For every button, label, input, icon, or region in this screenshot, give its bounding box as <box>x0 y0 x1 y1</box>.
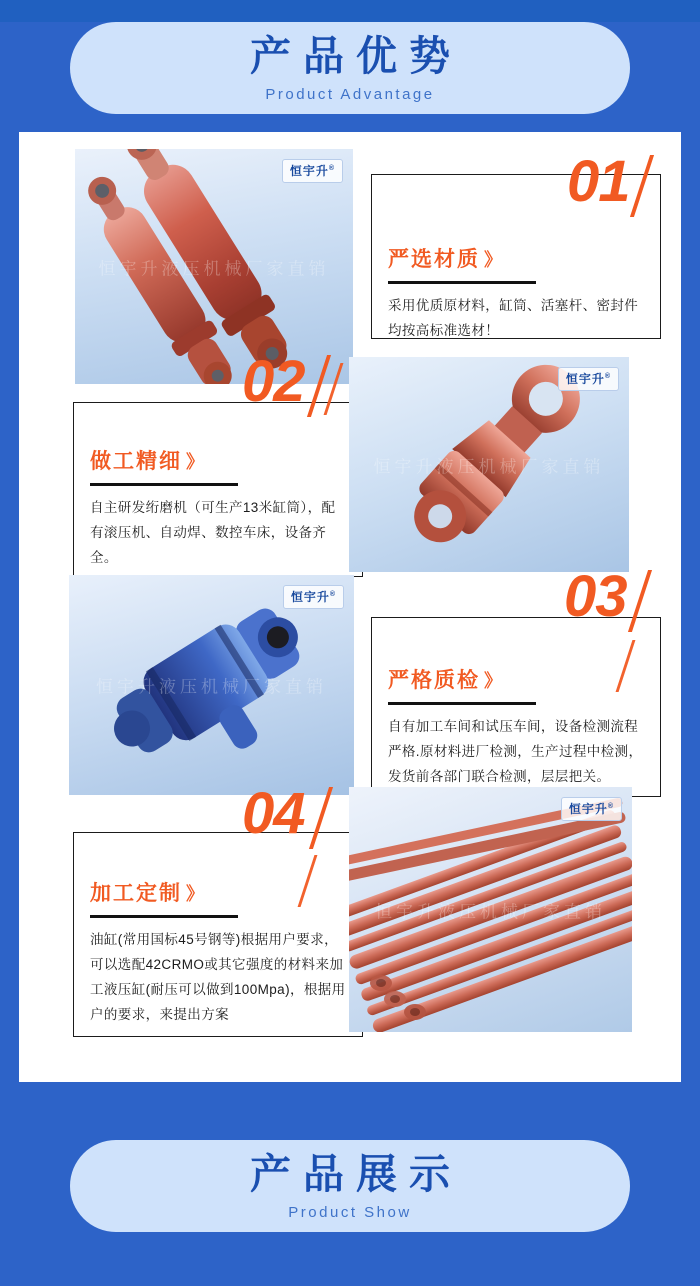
feature-rule-04 <box>90 915 238 918</box>
feature-title-text-03: 严格质检 <box>388 669 480 692</box>
ghost-watermark: 恒宇升液压机械厂家直销 <box>98 259 330 278</box>
bottom-banner <box>70 1140 630 1232</box>
feature-card-01 <box>371 149 661 339</box>
feature-arrows-03: 》 <box>484 671 504 691</box>
product-photo-rod-bundle <box>349 787 632 1032</box>
bottom-banner-title-cn: 产品展示 <box>250 1150 462 1197</box>
feature-body-03: 自有加工车间和试压车间，设备检测流程严格.原材料进厂检测，生产过程中检测，发货前各部门联合检测，层层把关。 <box>388 719 643 784</box>
product-photo-red-cylinder-eye <box>349 357 629 572</box>
feature-slash-04 <box>309 787 333 849</box>
feature-title-text-02: 做工精细 <box>90 450 182 473</box>
red-cylinder-pair-illustration <box>75 149 353 384</box>
brand-watermark <box>282 159 343 183</box>
feature-slash-01 <box>630 155 654 217</box>
bottom-banner-title-en: Product Show <box>288 1204 412 1222</box>
brand-watermark-text: 恒宇升 <box>289 164 329 178</box>
brand-watermark-mark: ® <box>329 591 336 598</box>
ghost-watermark: 恒宇升液压机械厂家直销 <box>373 457 605 476</box>
product-photo-red-cylinder-pair <box>75 149 353 384</box>
feature-title-03 <box>388 664 644 694</box>
brand-watermark <box>283 585 344 609</box>
feature-card-02 <box>73 349 363 577</box>
feature-arrows-04: 》 <box>186 884 206 904</box>
top-banner-title-cn: 产品优势 <box>250 32 462 79</box>
top-banner-title-en: Product Advantage <box>265 86 435 104</box>
feature-slash-03 <box>628 570 652 632</box>
brand-watermark <box>561 797 622 821</box>
brand-watermark-mark: ® <box>604 373 611 380</box>
feature-body-01: 采用优质原材料，缸筒、活塞杆、密封件均按高标准选材！ <box>388 298 639 338</box>
feature-number-03: 03 <box>564 564 627 629</box>
page-root <box>0 22 700 1286</box>
feature-number-04: 04 <box>242 781 305 846</box>
brand-watermark-text: 恒宇升 <box>568 802 608 816</box>
feature-title-text-01: 严选材质 <box>388 248 480 271</box>
brand-watermark-mark: ® <box>328 165 335 172</box>
feature-number-02: 02 <box>242 349 305 414</box>
feature-arrows-01: 》 <box>484 250 504 270</box>
feature-body-02: 自主研发绗磨机（可生产13米缸筒），配有滚压机、自动焊、数控车床，设备齐全。 <box>90 500 336 565</box>
feature-title-02 <box>90 445 346 475</box>
feature-title-text-04: 加工定制 <box>90 882 182 905</box>
feature-rule-02 <box>90 483 238 486</box>
feature-rule-01 <box>388 281 536 284</box>
feature-arrows-02: 》 <box>186 452 206 472</box>
feature-body-04: 油缸(常用国标45号钢等)根据用户要求，可以选配42CRMO或其它强度的材料来加工液压缸(耐压可以做到100Mpa)，根据用户的要求，来提出方案 <box>90 932 346 1022</box>
feature-card-04 <box>73 781 363 1037</box>
feature-number-01: 01 <box>567 149 630 214</box>
product-photo-blue-cylinder <box>69 575 354 795</box>
brand-watermark-mark: ® <box>607 803 614 810</box>
ghost-watermark: 恒宇升液压机械厂家直销 <box>375 902 606 921</box>
brand-watermark-text: 恒宇升 <box>565 372 605 386</box>
ghost-watermark: 恒宇升液压机械厂家直销 <box>96 677 327 697</box>
content-panel <box>19 132 681 1082</box>
feature-card-03 <box>371 564 661 797</box>
rod-bundle-illustration <box>349 787 632 1032</box>
feature-rule-03 <box>388 702 536 705</box>
feature-title-01 <box>388 243 644 273</box>
top-banner <box>70 22 630 114</box>
brand-watermark-text: 恒宇升 <box>290 590 330 604</box>
brand-watermark <box>558 367 619 391</box>
